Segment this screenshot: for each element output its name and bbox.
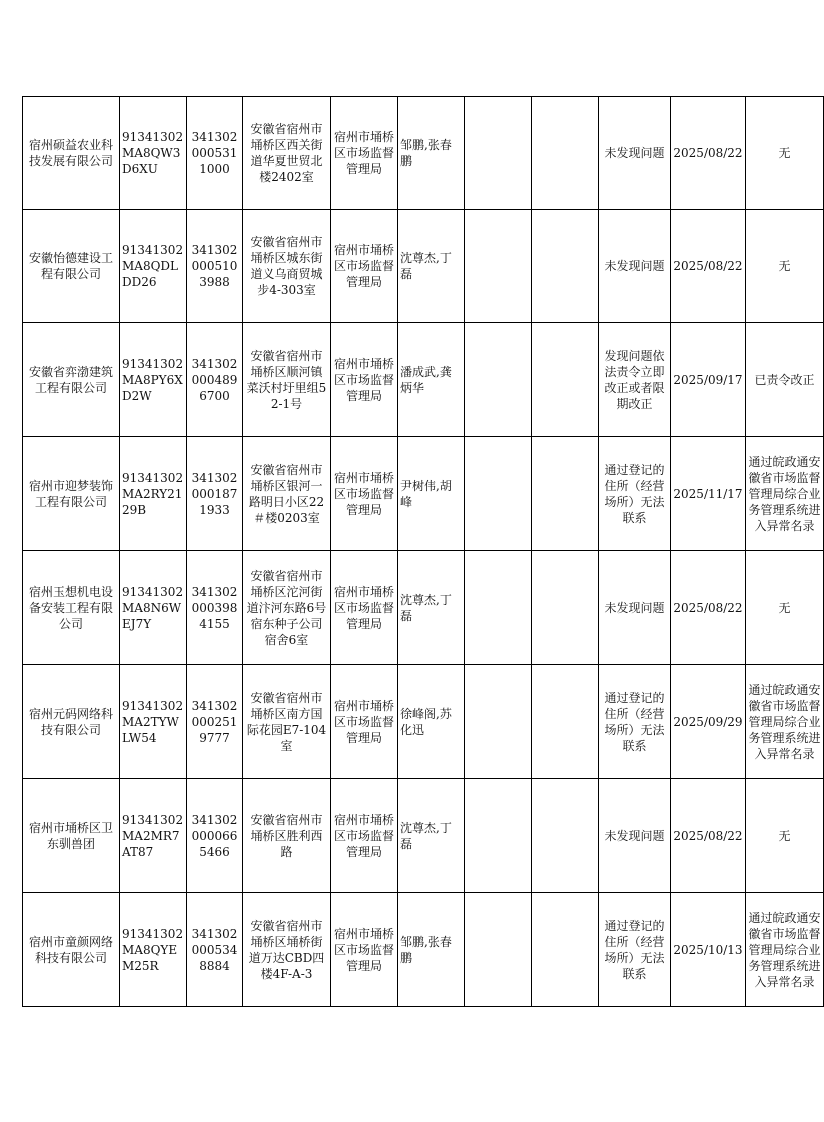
inspection-result-cell: 未发现问题 bbox=[599, 551, 671, 665]
inspectors-cell: 徐峰阁,苏化迅 bbox=[398, 665, 465, 779]
handling-cell: 通过皖政通安徽省市场监督管理局综合业务管理系统进入异常名录 bbox=[746, 437, 824, 551]
address-cell: 安徽省宿州市埇桥区埇桥街道万达CBD四楼4F-A-3 bbox=[243, 893, 331, 1007]
blank-cell bbox=[465, 210, 532, 323]
blank-cell bbox=[532, 323, 599, 437]
inspectors-cell: 尹树伟,胡峰 bbox=[398, 437, 465, 551]
table-body bbox=[23, 97, 824, 1007]
credit-code-cell: 91341302MA8PY6XD2W bbox=[120, 323, 187, 437]
credit-code-cell: 91341302MA2MR7AT87 bbox=[120, 779, 187, 893]
company-cell: 安徽省弈渤建筑工程有限公司 bbox=[23, 323, 120, 437]
blank-cell bbox=[532, 551, 599, 665]
authority-cell: 宿州市埇桥区市场监督管理局 bbox=[331, 779, 398, 893]
company-cell: 宿州市童颜网络科技有限公司 bbox=[23, 893, 120, 1007]
blank-cell bbox=[532, 665, 599, 779]
blank-cell bbox=[532, 210, 599, 323]
credit-code-cell: 91341302MA8N6WEJ7Y bbox=[120, 551, 187, 665]
blank-cell bbox=[532, 437, 599, 551]
company-cell: 宿州玉想机电设备安装工程有限公司 bbox=[23, 551, 120, 665]
company-cell: 宿州市迎梦装饰工程有限公司 bbox=[23, 437, 120, 551]
authority-cell: 宿州市埇桥区市场监督管理局 bbox=[331, 893, 398, 1007]
blank-cell bbox=[532, 893, 599, 1007]
handling-cell: 无 bbox=[746, 551, 824, 665]
credit-code-cell: 91341302MA2RY2129B bbox=[120, 437, 187, 551]
inspection-date-cell: 2025/09/17 bbox=[671, 323, 746, 437]
credit-code-cell: 91341302MA8QDLDD26 bbox=[120, 210, 187, 323]
company-cell: 宿州硕益农业科技发展有限公司 bbox=[23, 97, 120, 210]
company-cell: 宿州市埇桥区卫东驯兽团 bbox=[23, 779, 120, 893]
blank-cell bbox=[465, 893, 532, 1007]
address-cell: 安徽省宿州市埇桥区西关街道华夏世贸北楼2402室 bbox=[243, 97, 331, 210]
company-cell: 宿州元码网络科技有限公司 bbox=[23, 665, 120, 779]
inspection-date-cell: 2025/09/29 bbox=[671, 665, 746, 779]
address-cell: 安徽省宿州市埇桥区胜利西路 bbox=[243, 779, 331, 893]
address-cell: 安徽省宿州市埇桥区银河一路明日小区22＃楼0203室 bbox=[243, 437, 331, 551]
inspection-result-cell: 发现问题依法责令立即改正或者限期改正 bbox=[599, 323, 671, 437]
blank-cell bbox=[465, 437, 532, 551]
registration-number-cell: 3413020002519777 bbox=[187, 665, 243, 779]
inspectors-cell: 沈尊杰,丁磊 bbox=[398, 551, 465, 665]
inspection-date-cell: 2025/10/13 bbox=[671, 893, 746, 1007]
authority-cell: 宿州市埇桥区市场监督管理局 bbox=[331, 551, 398, 665]
registration-number-cell: 3413020005103988 bbox=[187, 210, 243, 323]
authority-cell: 宿州市埇桥区市场监督管理局 bbox=[331, 210, 398, 323]
inspectors-cell: 沈尊杰,丁磊 bbox=[398, 210, 465, 323]
blank-cell bbox=[465, 323, 532, 437]
handling-cell: 通过皖政通安徽省市场监督管理局综合业务管理系统进入异常名录 bbox=[746, 665, 824, 779]
table-row bbox=[23, 779, 824, 893]
table-row bbox=[23, 551, 824, 665]
table-row bbox=[23, 665, 824, 779]
authority-cell: 宿州市埇桥区市场监督管理局 bbox=[331, 97, 398, 210]
inspection-date-cell: 2025/08/22 bbox=[671, 551, 746, 665]
inspection-date-cell: 2025/11/17 bbox=[671, 437, 746, 551]
blank-cell bbox=[532, 97, 599, 210]
inspection-date-cell: 2025/08/22 bbox=[671, 210, 746, 323]
table-row bbox=[23, 893, 824, 1007]
inspectors-cell: 邹鹏,张春鹏 bbox=[398, 893, 465, 1007]
inspectors-cell: 沈尊杰,丁磊 bbox=[398, 779, 465, 893]
handling-cell: 通过皖政通安徽省市场监督管理局综合业务管理系统进入异常名录 bbox=[746, 893, 824, 1007]
table-row bbox=[23, 210, 824, 323]
inspection-result-cell: 未发现问题 bbox=[599, 210, 671, 323]
registration-number-cell: 3413020000665466 bbox=[187, 779, 243, 893]
blank-cell bbox=[532, 779, 599, 893]
blank-cell bbox=[465, 551, 532, 665]
authority-cell: 宿州市埇桥区市场监督管理局 bbox=[331, 665, 398, 779]
handling-cell: 无 bbox=[746, 97, 824, 210]
blank-cell bbox=[465, 97, 532, 210]
table-row bbox=[23, 97, 824, 210]
inspectors-cell: 邹鹏,张春鹏 bbox=[398, 97, 465, 210]
registration-number-cell: 3413020003984155 bbox=[187, 551, 243, 665]
handling-cell: 无 bbox=[746, 779, 824, 893]
company-cell: 安徽怡德建设工程有限公司 bbox=[23, 210, 120, 323]
blank-cell bbox=[465, 779, 532, 893]
credit-code-cell: 91341302MA8QW3D6XU bbox=[120, 97, 187, 210]
address-cell: 安徽省宿州市埇桥区顺河镇菜沃村圩里组52-1号 bbox=[243, 323, 331, 437]
registration-number-cell: 3413020004896700 bbox=[187, 323, 243, 437]
authority-cell: 宿州市埇桥区市场监督管理局 bbox=[331, 323, 398, 437]
credit-code-cell: 91341302MA8QYEM25R bbox=[120, 893, 187, 1007]
address-cell: 安徽省宿州市埇桥区南方国际花园E7-104室 bbox=[243, 665, 331, 779]
credit-code-cell: 91341302MA2TYWLW54 bbox=[120, 665, 187, 779]
inspection-result-cell: 通过登记的住所（经营场所）无法联系 bbox=[599, 893, 671, 1007]
table-row bbox=[23, 323, 824, 437]
inspection-result-cell: 未发现问题 bbox=[599, 779, 671, 893]
inspection-date-cell: 2025/08/22 bbox=[671, 779, 746, 893]
inspection-result-cell: 未发现问题 bbox=[599, 97, 671, 210]
address-cell: 安徽省宿州市埇桥区城东街道义乌商贸城步4-303室 bbox=[243, 210, 331, 323]
registration-number-cell: 3413020001871933 bbox=[187, 437, 243, 551]
table-row bbox=[23, 437, 824, 551]
address-cell: 安徽省宿州市埇桥区沱河街道汴河东路6号宿东种子公司宿舍6室 bbox=[243, 551, 331, 665]
inspection-results-table bbox=[22, 96, 824, 1007]
registration-number-cell: 3413020005348884 bbox=[187, 893, 243, 1007]
inspection-result-cell: 通过登记的住所（经营场所）无法联系 bbox=[599, 665, 671, 779]
blank-cell bbox=[465, 665, 532, 779]
inspection-date-cell: 2025/08/22 bbox=[671, 97, 746, 210]
inspectors-cell: 潘成武,龚炳华 bbox=[398, 323, 465, 437]
authority-cell: 宿州市埇桥区市场监督管理局 bbox=[331, 437, 398, 551]
registration-number-cell: 3413020005311000 bbox=[187, 97, 243, 210]
handling-cell: 无 bbox=[746, 210, 824, 323]
handling-cell: 已责令改正 bbox=[746, 323, 824, 437]
inspection-result-cell: 通过登记的住所（经营场所）无法联系 bbox=[599, 437, 671, 551]
